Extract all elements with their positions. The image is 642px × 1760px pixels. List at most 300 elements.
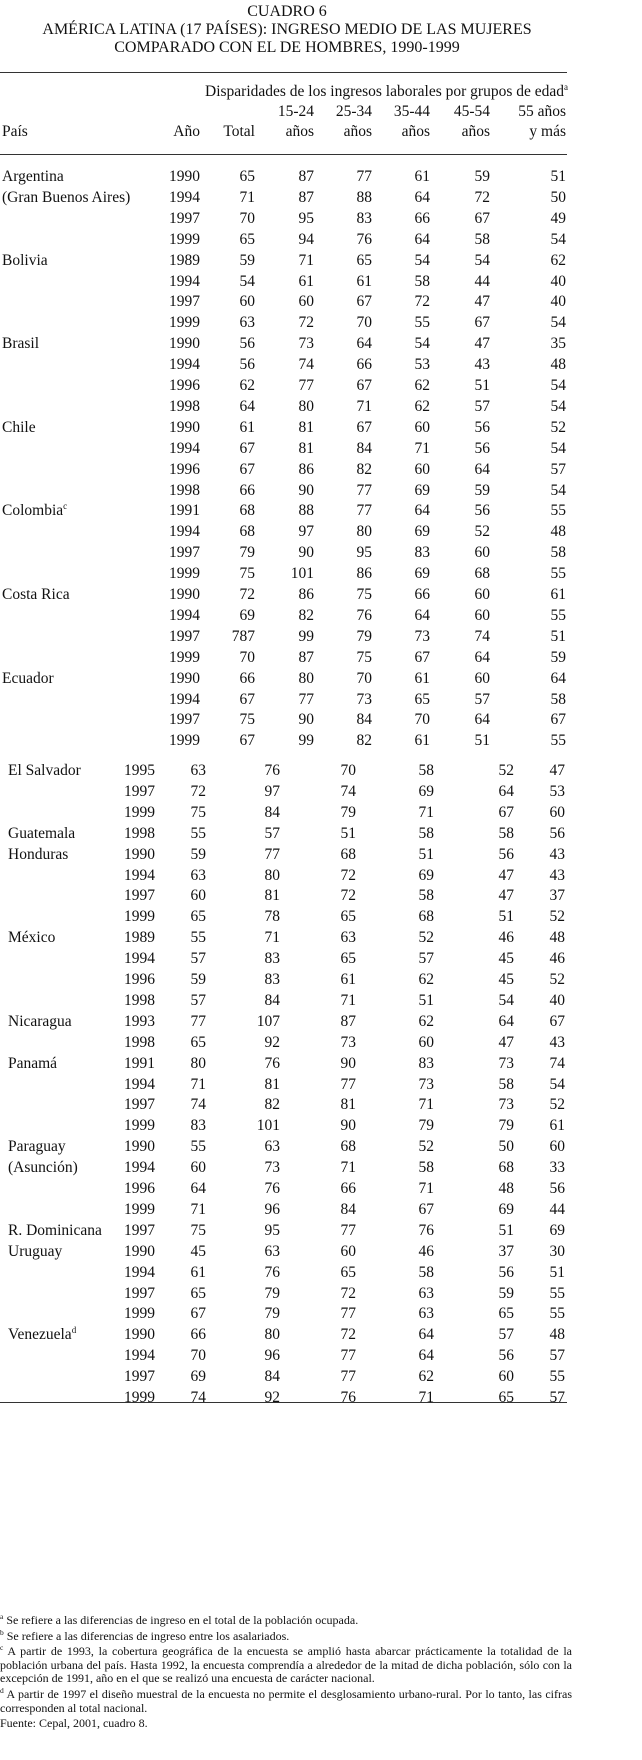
age-35-44-cell: 71: [418, 803, 434, 821]
total-cell: 65: [190, 1033, 206, 1051]
age-25-34-cell: 71: [356, 397, 372, 415]
age-45-54-cell: 54: [474, 251, 490, 269]
age-35-44-cell: 51: [418, 845, 434, 863]
age-35-44-cell: 62: [418, 971, 434, 988]
age-45-54-cell: 56: [474, 439, 490, 457]
country-name: Honduras: [8, 845, 69, 863]
total-cell: 55: [190, 1138, 206, 1156]
age-25-34-cell: 72: [340, 866, 356, 884]
table-row: [0, 668, 600, 689]
table-row: [0, 802, 600, 823]
total-cell: 71: [190, 1200, 206, 1218]
age-15-24-cell: 87: [298, 168, 314, 185]
total-cell: 74: [190, 1389, 206, 1406]
age-45-54-cell: 58: [474, 230, 490, 248]
year-cell: 1998: [124, 991, 155, 1009]
age-45-54-cell: 57: [474, 690, 490, 708]
total-cell: 56: [239, 356, 255, 374]
age-55plus-cell: 54: [550, 397, 566, 415]
country-marker: c: [63, 501, 68, 512]
age-25-34-cell: 66: [340, 1180, 356, 1197]
age-55plus-cell: 47: [549, 762, 565, 779]
year-cell: 1999: [169, 314, 200, 332]
age-45-54-cell: 46: [498, 929, 514, 947]
age-55plus-cell: 33: [549, 1159, 565, 1177]
age-55plus-cell: 55: [550, 606, 566, 624]
total-cell: 67: [190, 1305, 206, 1323]
column-header-pais: País: [2, 123, 28, 140]
age-15-24-cell: 99: [298, 732, 314, 750]
total-cell: 65: [239, 230, 255, 248]
total-cell: 45: [190, 1242, 206, 1260]
table-row: [0, 844, 600, 865]
age-25-34-cell: 64: [356, 335, 372, 353]
age-15-24-cell: 80: [298, 669, 314, 687]
total-cell: 67: [239, 439, 255, 457]
total-cell: 67: [239, 460, 255, 478]
total-cell: 70: [239, 209, 255, 227]
age-55plus-cell: 52: [550, 418, 566, 436]
table-row: [0, 438, 600, 459]
age-35-44-cell: 64: [418, 1326, 434, 1344]
age-55plus-cell: 54: [550, 377, 566, 394]
age-25-34-cell: 77: [356, 481, 372, 499]
age-35-44-cell: 57: [418, 950, 434, 968]
year-cell: 1997: [124, 1284, 155, 1302]
total-cell: 71: [190, 1075, 206, 1093]
table-row: [0, 521, 600, 542]
table-row: [0, 250, 600, 271]
age-55plus-cell: 61: [549, 1117, 565, 1135]
source-line: Fuente: Cepal, 2001, cuadro 8.: [0, 1716, 148, 1731]
year-cell: 1999: [124, 1305, 155, 1323]
table-row: [0, 1136, 600, 1157]
year-cell: 1994: [169, 690, 200, 708]
age-45-54-cell: 59: [474, 168, 490, 185]
age-45-54-cell: 74: [474, 627, 490, 645]
age-25-34-cell: 90: [340, 1117, 356, 1135]
total-cell: 55: [190, 824, 206, 842]
country-name: Venezuela$^d$: [8, 1325, 77, 1344]
country-name: Argentina: [2, 168, 64, 185]
age-15-24-cell: 99: [298, 627, 314, 645]
year-cell: 1994: [169, 523, 200, 541]
year-cell: 1999: [124, 1389, 155, 1406]
age-15-24-cell: 90: [298, 711, 314, 729]
table-row: [0, 333, 600, 354]
table-row: [0, 885, 600, 906]
age-35-44-cell: 58: [418, 762, 434, 779]
total-cell: 75: [190, 1221, 206, 1239]
age-25-34-cell: 80: [356, 523, 372, 541]
age-45-54-cell: 47: [498, 866, 514, 884]
year-cell: 1999: [169, 648, 200, 666]
age-25-34-cell: 60: [340, 1242, 356, 1260]
total-cell: 57: [190, 991, 206, 1009]
age-55plus-cell: 55: [549, 1284, 565, 1302]
age-45-54-cell: 51: [498, 908, 514, 926]
year-cell: 1999: [124, 908, 155, 926]
age-15-24-cell: 79: [264, 1284, 280, 1302]
year-cell: 1996: [124, 1180, 155, 1197]
age-15-24-cell: 96: [264, 1200, 280, 1218]
table-row: [0, 990, 600, 1011]
table-row: [0, 271, 600, 292]
age-45-54-cell: 47: [474, 335, 490, 353]
total-cell: 60: [190, 1159, 206, 1177]
country-name: Ecuador: [2, 669, 54, 687]
table-row: [0, 1157, 600, 1178]
age-45-54-cell: 68: [498, 1159, 514, 1177]
age-25-34-cell: 84: [356, 711, 372, 729]
age-15-24-cell: 81: [298, 418, 314, 436]
table-title-line-2: COMPARADO CON EL DE HOMBRES, 1990-1999: [114, 39, 460, 56]
total-cell: 59: [239, 251, 255, 269]
age-15-24-cell: 94: [298, 230, 314, 248]
age-45-54-cell: 45: [498, 971, 514, 988]
year-cell: 1997: [124, 1096, 155, 1114]
total-cell: 80: [190, 1054, 206, 1072]
table-row: [0, 689, 600, 710]
age-25-34-cell: 71: [340, 991, 356, 1009]
age-15-24-cell: 80: [264, 866, 280, 884]
age-35-44-cell: 54: [414, 251, 430, 269]
table-row: [0, 229, 600, 250]
age-25-34-cell: 77: [356, 502, 372, 520]
age-45-54-cell: 79: [498, 1117, 514, 1135]
age-15-24-cell: 77: [298, 690, 314, 708]
age-15-24-cell: 101: [256, 1117, 280, 1135]
age-55plus-cell: 59: [550, 648, 566, 666]
age-25-34-cell: 75: [356, 586, 372, 603]
age-45-54-cell: 67: [474, 209, 490, 227]
age-35-44-cell: 83: [414, 544, 430, 562]
year-cell: 1994: [169, 188, 200, 206]
total-cell: 65: [190, 908, 206, 926]
age-35-44-cell: 64: [414, 502, 430, 520]
table-row: [0, 208, 600, 229]
total-cell: 72: [190, 782, 206, 800]
age-15-24-cell: 83: [264, 950, 280, 968]
age-45-54-cell: 45: [498, 950, 514, 968]
total-cell: 68: [239, 523, 255, 541]
age-45-54-cell: 60: [498, 1368, 514, 1386]
age-25-34-cell: 75: [356, 648, 372, 666]
age-45-54-cell: 58: [498, 1075, 514, 1093]
age-45-54-top: 45-54: [453, 103, 490, 120]
table-row: [0, 1032, 600, 1053]
table-row: [0, 1094, 600, 1115]
table-row: [0, 291, 600, 312]
age-15-24-cell: 92: [264, 1033, 280, 1051]
year-cell: 1990: [169, 418, 200, 436]
age-45-54-cell: 56: [474, 502, 490, 520]
age-15-24-cell: 87: [298, 648, 314, 666]
age-35-44-cell: 61: [414, 168, 430, 185]
year-cell: 1996: [169, 377, 200, 394]
age-25-34-bottom: años: [343, 123, 372, 140]
age-35-44-top: 35-44: [393, 103, 430, 120]
total-cell: 75: [190, 803, 206, 821]
age-15-24-cell: 84: [264, 803, 280, 821]
age-55plus-cell: 64: [550, 669, 566, 687]
age-45-54-cell: 51: [474, 732, 490, 750]
age-25-34-cell: 67: [356, 418, 372, 436]
year-cell: 1991: [124, 1054, 155, 1072]
age-35-44-cell: 71: [418, 1180, 434, 1197]
year-cell: 1994: [169, 606, 200, 624]
age-55plus-cell: 60: [549, 1138, 565, 1156]
year-cell: 1999: [169, 230, 200, 248]
age-55plus-cell: 54: [550, 314, 566, 332]
age-35-44-cell: 70: [414, 711, 430, 729]
age-25-34-cell: 88: [356, 188, 372, 206]
country-name: R. Dominicana: [8, 1221, 102, 1239]
age-45-54-cell: 48: [498, 1180, 514, 1197]
age-55plus-cell: 30: [549, 1242, 565, 1260]
year-cell: 1990: [124, 845, 155, 863]
age-35-44-cell: 62: [418, 1012, 434, 1030]
age-35-44-cell: 71: [418, 1096, 434, 1114]
age-35-44-cell: 71: [418, 1389, 434, 1406]
age-55plus-cell: 55: [550, 732, 566, 750]
age-45-54-cell: 47: [498, 1033, 514, 1051]
age-35-44-cell: 79: [418, 1117, 434, 1135]
age-15-24-cell: 71: [264, 929, 280, 947]
total-cell: 70: [190, 1347, 206, 1365]
footnote-b: $^b$ Se refiere a las diferencias de ingreso entre los asalariados.: [0, 1627, 290, 1643]
total-cell: 62: [239, 377, 255, 394]
age-55plus-cell: 44: [549, 1200, 565, 1218]
age-15-24-cell: 97: [298, 523, 314, 541]
year-cell: 1994: [169, 439, 200, 457]
country-name: (Gran Buenos Aires): [2, 188, 131, 206]
age-35-44-cell: 63: [418, 1305, 434, 1323]
age-15-24-cell: 76: [264, 1180, 280, 1197]
age-15-24-cell: 81: [298, 439, 314, 457]
age-35-44-cell: 54: [414, 335, 430, 353]
age-55plus-cell: 52: [549, 971, 565, 988]
year-cell: 1994: [124, 1347, 155, 1365]
age-15-24-bottom: años: [285, 123, 314, 140]
total-cell: 59: [190, 971, 206, 988]
age-35-44-cell: 64: [414, 188, 430, 206]
age-25-34-cell: 87: [340, 1012, 356, 1030]
year-cell: 1998: [124, 1033, 155, 1051]
age-55plus-cell: 57: [549, 1347, 565, 1365]
age-35-44-cell: 69: [414, 565, 430, 583]
age-15-24-cell: 63: [264, 1138, 280, 1156]
total-cell: 61: [190, 1263, 206, 1281]
age-25-34-cell: 79: [340, 803, 356, 821]
table-row: [0, 1074, 600, 1095]
age-35-44-cell: 58: [418, 1263, 434, 1281]
table-row: [0, 1345, 600, 1366]
year-cell: 1999: [124, 803, 155, 821]
country-name: Guatemala: [8, 824, 76, 842]
age-55plus-cell: 58: [550, 544, 566, 562]
age-25-34-cell: 67: [356, 293, 372, 311]
age-55plus-cell: 51: [550, 168, 566, 185]
age-15-24-cell: 63: [264, 1242, 280, 1260]
year-cell: 1994: [124, 1075, 155, 1093]
age-55plus-cell: 48: [549, 1326, 565, 1344]
table-row: [0, 187, 600, 208]
table-row: [0, 1178, 600, 1199]
age-15-24-cell: 86: [298, 586, 314, 603]
table-row: [0, 927, 600, 948]
total-cell: 57: [190, 950, 206, 968]
age-25-34-cell: 82: [356, 732, 372, 750]
age-25-34-cell: 84: [340, 1200, 356, 1218]
age-55plus-cell: 55: [549, 1368, 565, 1386]
age-15-24-cell: 101: [290, 565, 314, 583]
total-cell: 55: [190, 929, 206, 947]
age-25-34-cell: 72: [340, 1326, 356, 1344]
age-25-34-cell: 72: [340, 887, 356, 905]
age-35-44-cell: 67: [414, 648, 430, 666]
age-35-44-cell: 62: [418, 1368, 434, 1386]
table-row: [0, 709, 600, 730]
table-row: [0, 760, 600, 781]
country-name: Panamá: [8, 1054, 58, 1072]
country-marker: d: [71, 1325, 77, 1336]
age-45-54-cell: 65: [498, 1389, 514, 1406]
age-45-54-cell: 67: [498, 803, 514, 821]
age-35-44-cell: 51: [418, 991, 434, 1009]
age-55plus-cell: 74: [549, 1054, 565, 1072]
age-35-44-cell: 69: [414, 523, 430, 541]
year-cell: 1997: [169, 711, 200, 729]
year-cell: 1994: [124, 950, 155, 968]
table-row: [0, 823, 600, 844]
year-cell: 1994: [124, 1159, 155, 1177]
age-55plus-cell: 56: [549, 1180, 565, 1197]
year-cell: 1994: [169, 272, 200, 290]
country-name: Paraguay: [8, 1138, 66, 1156]
age-55plus-cell: 67: [549, 1012, 565, 1030]
table-row: [0, 605, 600, 626]
country-name: Uruguay: [8, 1242, 63, 1260]
country-name: México: [8, 929, 56, 947]
age-25-34-cell: 61: [356, 272, 372, 290]
age-35-44-cell: 46: [418, 1242, 434, 1260]
total-cell: 66: [190, 1326, 206, 1344]
age-15-24-cell: 84: [264, 991, 280, 1009]
country-name: Bolivia: [2, 251, 48, 269]
age-55plus-cell: 60: [549, 803, 565, 821]
column-header-anio: Año: [173, 123, 200, 140]
age-45-54-cell: 64: [474, 711, 490, 729]
table-row: [0, 1053, 600, 1074]
age-25-34-cell: 76: [340, 1389, 356, 1406]
age-35-44-cell: 63: [418, 1284, 434, 1302]
age-45-54-cell: 52: [498, 762, 514, 779]
total-cell: 64: [239, 397, 255, 415]
age-45-54-cell: 73: [498, 1096, 514, 1114]
age-55plus-cell: 55: [549, 1305, 565, 1323]
age-45-54-cell: 67: [474, 314, 490, 332]
total-cell: 54: [239, 272, 255, 290]
age-15-24-cell: 76: [264, 762, 280, 779]
year-cell: 1997: [124, 1368, 155, 1386]
age-35-44-cell: 73: [418, 1075, 434, 1093]
total-cell: 63: [190, 762, 206, 779]
table-row: [0, 1262, 600, 1283]
age-15-24-cell: 87: [298, 188, 314, 206]
age-45-54-cell: 58: [498, 824, 514, 842]
bottom-rule: [0, 1402, 567, 1403]
year-cell: 1990: [124, 1326, 155, 1344]
table-row: [0, 1220, 600, 1241]
table-row: [0, 1241, 600, 1262]
age-25-34-cell: 65: [356, 251, 372, 269]
total-cell: 72: [239, 586, 255, 603]
age-55plus-cell: 49: [550, 209, 566, 227]
total-cell: 83: [190, 1117, 206, 1135]
age-15-24-cell: 80: [264, 1326, 280, 1344]
age-25-34-cell: 65: [340, 908, 356, 926]
country-name: Colombia$^c$: [2, 501, 68, 520]
table-row: [0, 312, 600, 333]
year-cell: 1996: [169, 460, 200, 478]
age-45-54-cell: 47: [498, 887, 514, 905]
age-15-24-cell: 74: [298, 356, 314, 374]
age-25-34-cell: 74: [340, 782, 356, 800]
age-25-34-cell: 67: [356, 377, 372, 394]
age-15-24-cell: 97: [264, 782, 280, 800]
total-cell: 65: [239, 168, 255, 185]
age-55plus-cell: 51: [549, 1263, 565, 1281]
age-55plus-cell: 55: [550, 502, 566, 520]
column-header-total: Total: [223, 123, 255, 140]
age-15-24-cell: 84: [264, 1368, 280, 1386]
age-15-24-cell: 78: [264, 908, 280, 926]
age-15-24-cell: 71: [298, 251, 314, 269]
age-25-34-cell: 77: [340, 1368, 356, 1386]
total-cell: 68: [239, 502, 255, 520]
age-35-44-cell: 60: [414, 418, 430, 436]
year-cell: 1997: [169, 209, 200, 227]
age-15-24-cell: 72: [298, 314, 314, 332]
age-35-44-cell: 62: [414, 397, 430, 415]
age-35-44-cell: 60: [418, 1033, 434, 1051]
age-55plus-cell: 40: [550, 272, 566, 290]
year-cell: 1990: [124, 1138, 155, 1156]
column-group-label: Disparidades de los ingresos laborales por grupos de edad: [205, 83, 564, 100]
age-15-24-cell: 61: [298, 272, 314, 290]
age-25-34-cell: 84: [356, 439, 372, 457]
year-cell: 1998: [169, 397, 200, 415]
age-25-34-cell: 83: [356, 209, 372, 227]
age-45-54-cell: 64: [474, 460, 490, 478]
year-cell: 1997: [124, 887, 155, 905]
country-name: Costa Rica: [2, 586, 70, 603]
age-15-24-cell: 83: [264, 971, 280, 988]
year-cell: 1997: [124, 1221, 155, 1239]
year-cell: 1997: [169, 544, 200, 562]
age-55plus-cell: 43: [549, 1033, 565, 1051]
total-cell: 61: [239, 418, 255, 436]
age-25-34-cell: 65: [340, 950, 356, 968]
age-35-44-cell: 65: [414, 690, 430, 708]
age-55plus-cell: 57: [550, 460, 566, 478]
age-55plus-cell: 58: [550, 690, 566, 708]
year-cell: 1998: [169, 481, 200, 499]
age-15-24-cell: 90: [298, 544, 314, 562]
age-15-24-cell: 81: [264, 1075, 280, 1093]
table-row: [0, 906, 600, 927]
